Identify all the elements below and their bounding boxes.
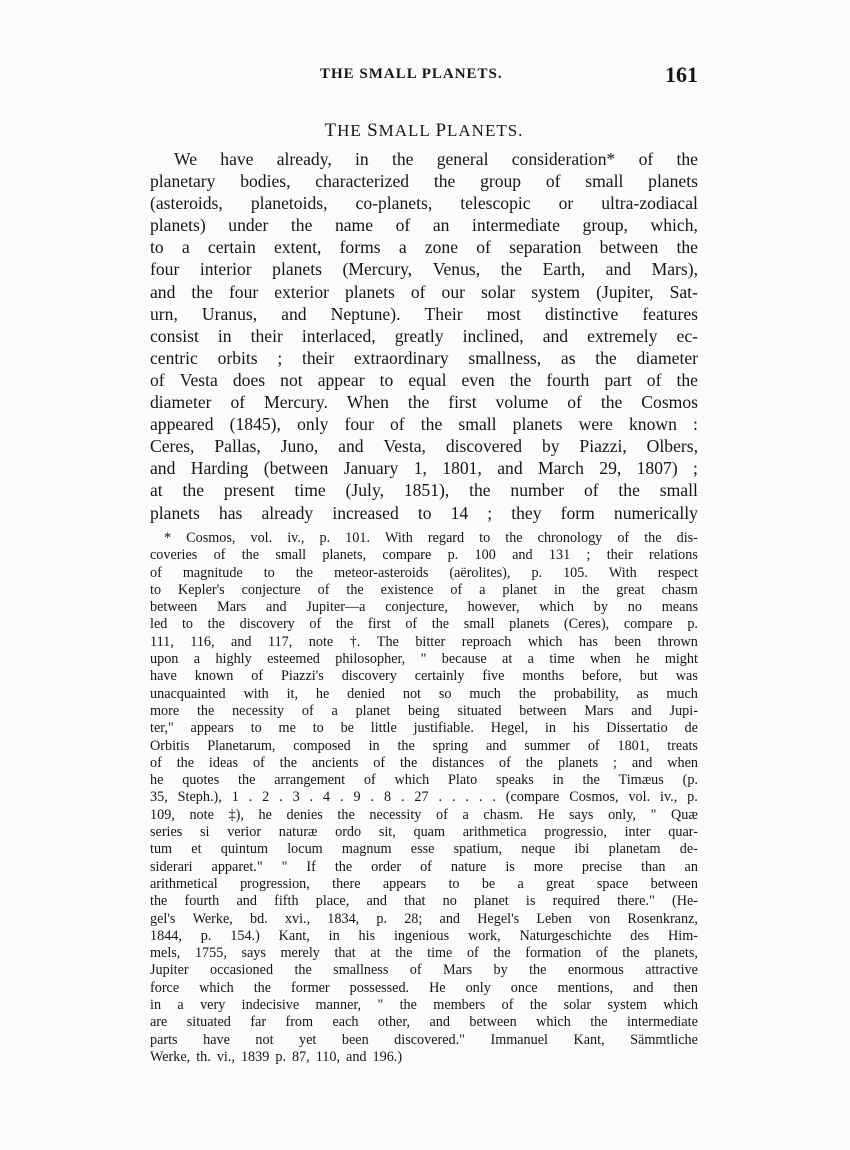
body-line: of Vesta does not appear to equal even the fourth part of the	[150, 369, 698, 390]
running-title: THE SMALL PLANETS.	[320, 66, 503, 82]
body-line: planets) under the name of an intermediate group, which,	[150, 215, 698, 236]
footnote-line: ter," appears to me to be little justifiable. Hegel, in his Dissertatio de	[150, 720, 698, 737]
footnote-line: to Kepler's conjecture of the existence of a planet in the great chasm	[150, 581, 698, 598]
footnote	[150, 530, 698, 1066]
section-title	[150, 120, 698, 142]
body-line: diameter of Mercury. When the first volume of the Cosmos	[150, 392, 698, 413]
footnote-line: more the necessity of a planet being situated between Mars and Jupi-	[150, 702, 698, 719]
body-line: four interior planets (Mercury, Venus, the Earth, and Mars),	[150, 259, 698, 280]
footnote-line: 111, 116, and 117, note †. The bitter reproach which has been thrown	[150, 633, 698, 650]
footnote-line: Orbitis Planetarum, composed in the spring and summer of 1801, treats	[150, 737, 698, 754]
section-title-cap-3: P	[435, 120, 448, 141]
section-title-cap-1: T	[324, 120, 338, 141]
footnote-line: upon a highly esteemed philosopher, " because at a time when he might	[150, 651, 698, 668]
footnote-line: tum et quintum locum magnum esse spatium, neque ibi planetam de-	[150, 841, 698, 858]
footnote-line: gel's Werke, bd. xvi., 1834, p. 28; and Hegel's Leben von Rosenkranz,	[150, 910, 698, 927]
footnote-line: 35, Steph.), 1 . 2 . 3 . 4 . 9 . 8 . 27 . . . . . (compare Cosmos, vol. iv., p.	[150, 789, 698, 806]
footnote-line: mels, 1755, says merely that at the time of the formation of the planets,	[150, 945, 698, 962]
body-line: We have already, in the general consideration* of the	[174, 149, 698, 169]
footnote-line: 109, note ‡), he denies the necessity of a chasm. He says only, " Quæ	[150, 806, 698, 823]
footnote-line: of the ideas of the ancients of the distances of the planets ; and when	[150, 754, 698, 771]
footnote-line: in a very indecisive manner, " the members of the solar system which	[150, 997, 698, 1014]
section-title-part-1: HE	[337, 121, 368, 140]
footnote-line: have known of Piazzi's discovery certainly five months before, but was	[150, 668, 698, 685]
footnote-line: Jupiter occasioned the smallness of Mars by the enormous attractive	[150, 962, 698, 979]
section-title-cap-2: S	[367, 120, 379, 141]
footnote-line: led to the discovery of the first of the small planets (Ceres), compare p.	[150, 616, 698, 633]
body-paragraph	[150, 148, 698, 524]
footnote-line: parts have not yet been discovered." Immanuel Kant, Sämmtliche	[150, 1031, 698, 1048]
body-line: planets has already increased to 14 ; they form numerically	[150, 502, 698, 523]
body-line: and Harding (between January 1, 1801, and March 29, 1807) ;	[150, 458, 698, 479]
footnote-line: force which the former possessed. He only once mentions, and then	[150, 979, 698, 996]
footnote-line: are situated far from each other, and between which the intermediate	[150, 1014, 698, 1031]
body-line: at the present time (July, 1851), the number of the small	[150, 480, 698, 501]
footnote-line: of magnitude to the meteor-asteroids (aërolites), p. 105. With respect	[150, 564, 698, 581]
footnote-line: 1844, p. 154.) Kant, in his ingenious work, Naturgeschichte des Him-	[150, 927, 698, 944]
footnote-line: arithmetical progression, there appears to be a great space between	[150, 875, 698, 892]
footnote-line: between Mars and Jupiter—a conjecture, however, which by no means	[150, 599, 698, 616]
body-line: Ceres, Pallas, Juno, and Vesta, discovered by Piazzi, Olbers,	[150, 436, 698, 457]
body-line: centric orbits ; their extraordinary smallness, as the diameter	[150, 347, 698, 368]
footnote-line: the fourth and fifth place, and that no planet is required there." (He-	[150, 893, 698, 910]
footnote-line: series si verior naturæ ordo sit, quam arithmetica progressio, inter quar-	[150, 824, 698, 841]
body-line: appeared (1845), only four of the small planets were known :	[150, 414, 698, 435]
page-number: 161	[665, 62, 698, 87]
body-line: and the four exterior planets of our solar system (Jupiter, Sat-	[150, 281, 698, 302]
body-line: (asteroids, planetoids, co-planets, telescopic or ultra-zodiacal	[150, 193, 698, 214]
section-title-part-2: MALL	[378, 121, 436, 140]
footnote-line: he quotes the arrangement of which Plato speaks in the Timæus (p.	[150, 772, 698, 789]
footnote-line: unacquainted with it, he denied not so much the probability, as much	[150, 685, 698, 702]
body-line: planetary bodies, characterized the group of small planets	[150, 171, 698, 192]
running-header	[150, 62, 698, 88]
footnote-line: Werke, th. vi., 1839 p. 87, 110, and 196.)	[150, 1048, 403, 1065]
section-title-part-3: LANETS.	[447, 121, 524, 140]
footnote-line: * Cosmos, vol. iv., p. 101. With regard to the chronology of the dis-	[164, 530, 698, 546]
footnote-line: siderari apparet." " If the order of nature is more precise than an	[150, 858, 698, 875]
body-line: urn, Uranus, and Neptune). Their most distinctive features	[150, 303, 698, 324]
body-line: consist in their interlaced, greatly inclined, and extremely ec-	[150, 325, 698, 346]
footnote-line: coveries of the small planets, compare p. 100 and 131 ; their relations	[150, 547, 698, 564]
body-line: to a certain extent, forms a zone of separation between the	[150, 237, 698, 258]
